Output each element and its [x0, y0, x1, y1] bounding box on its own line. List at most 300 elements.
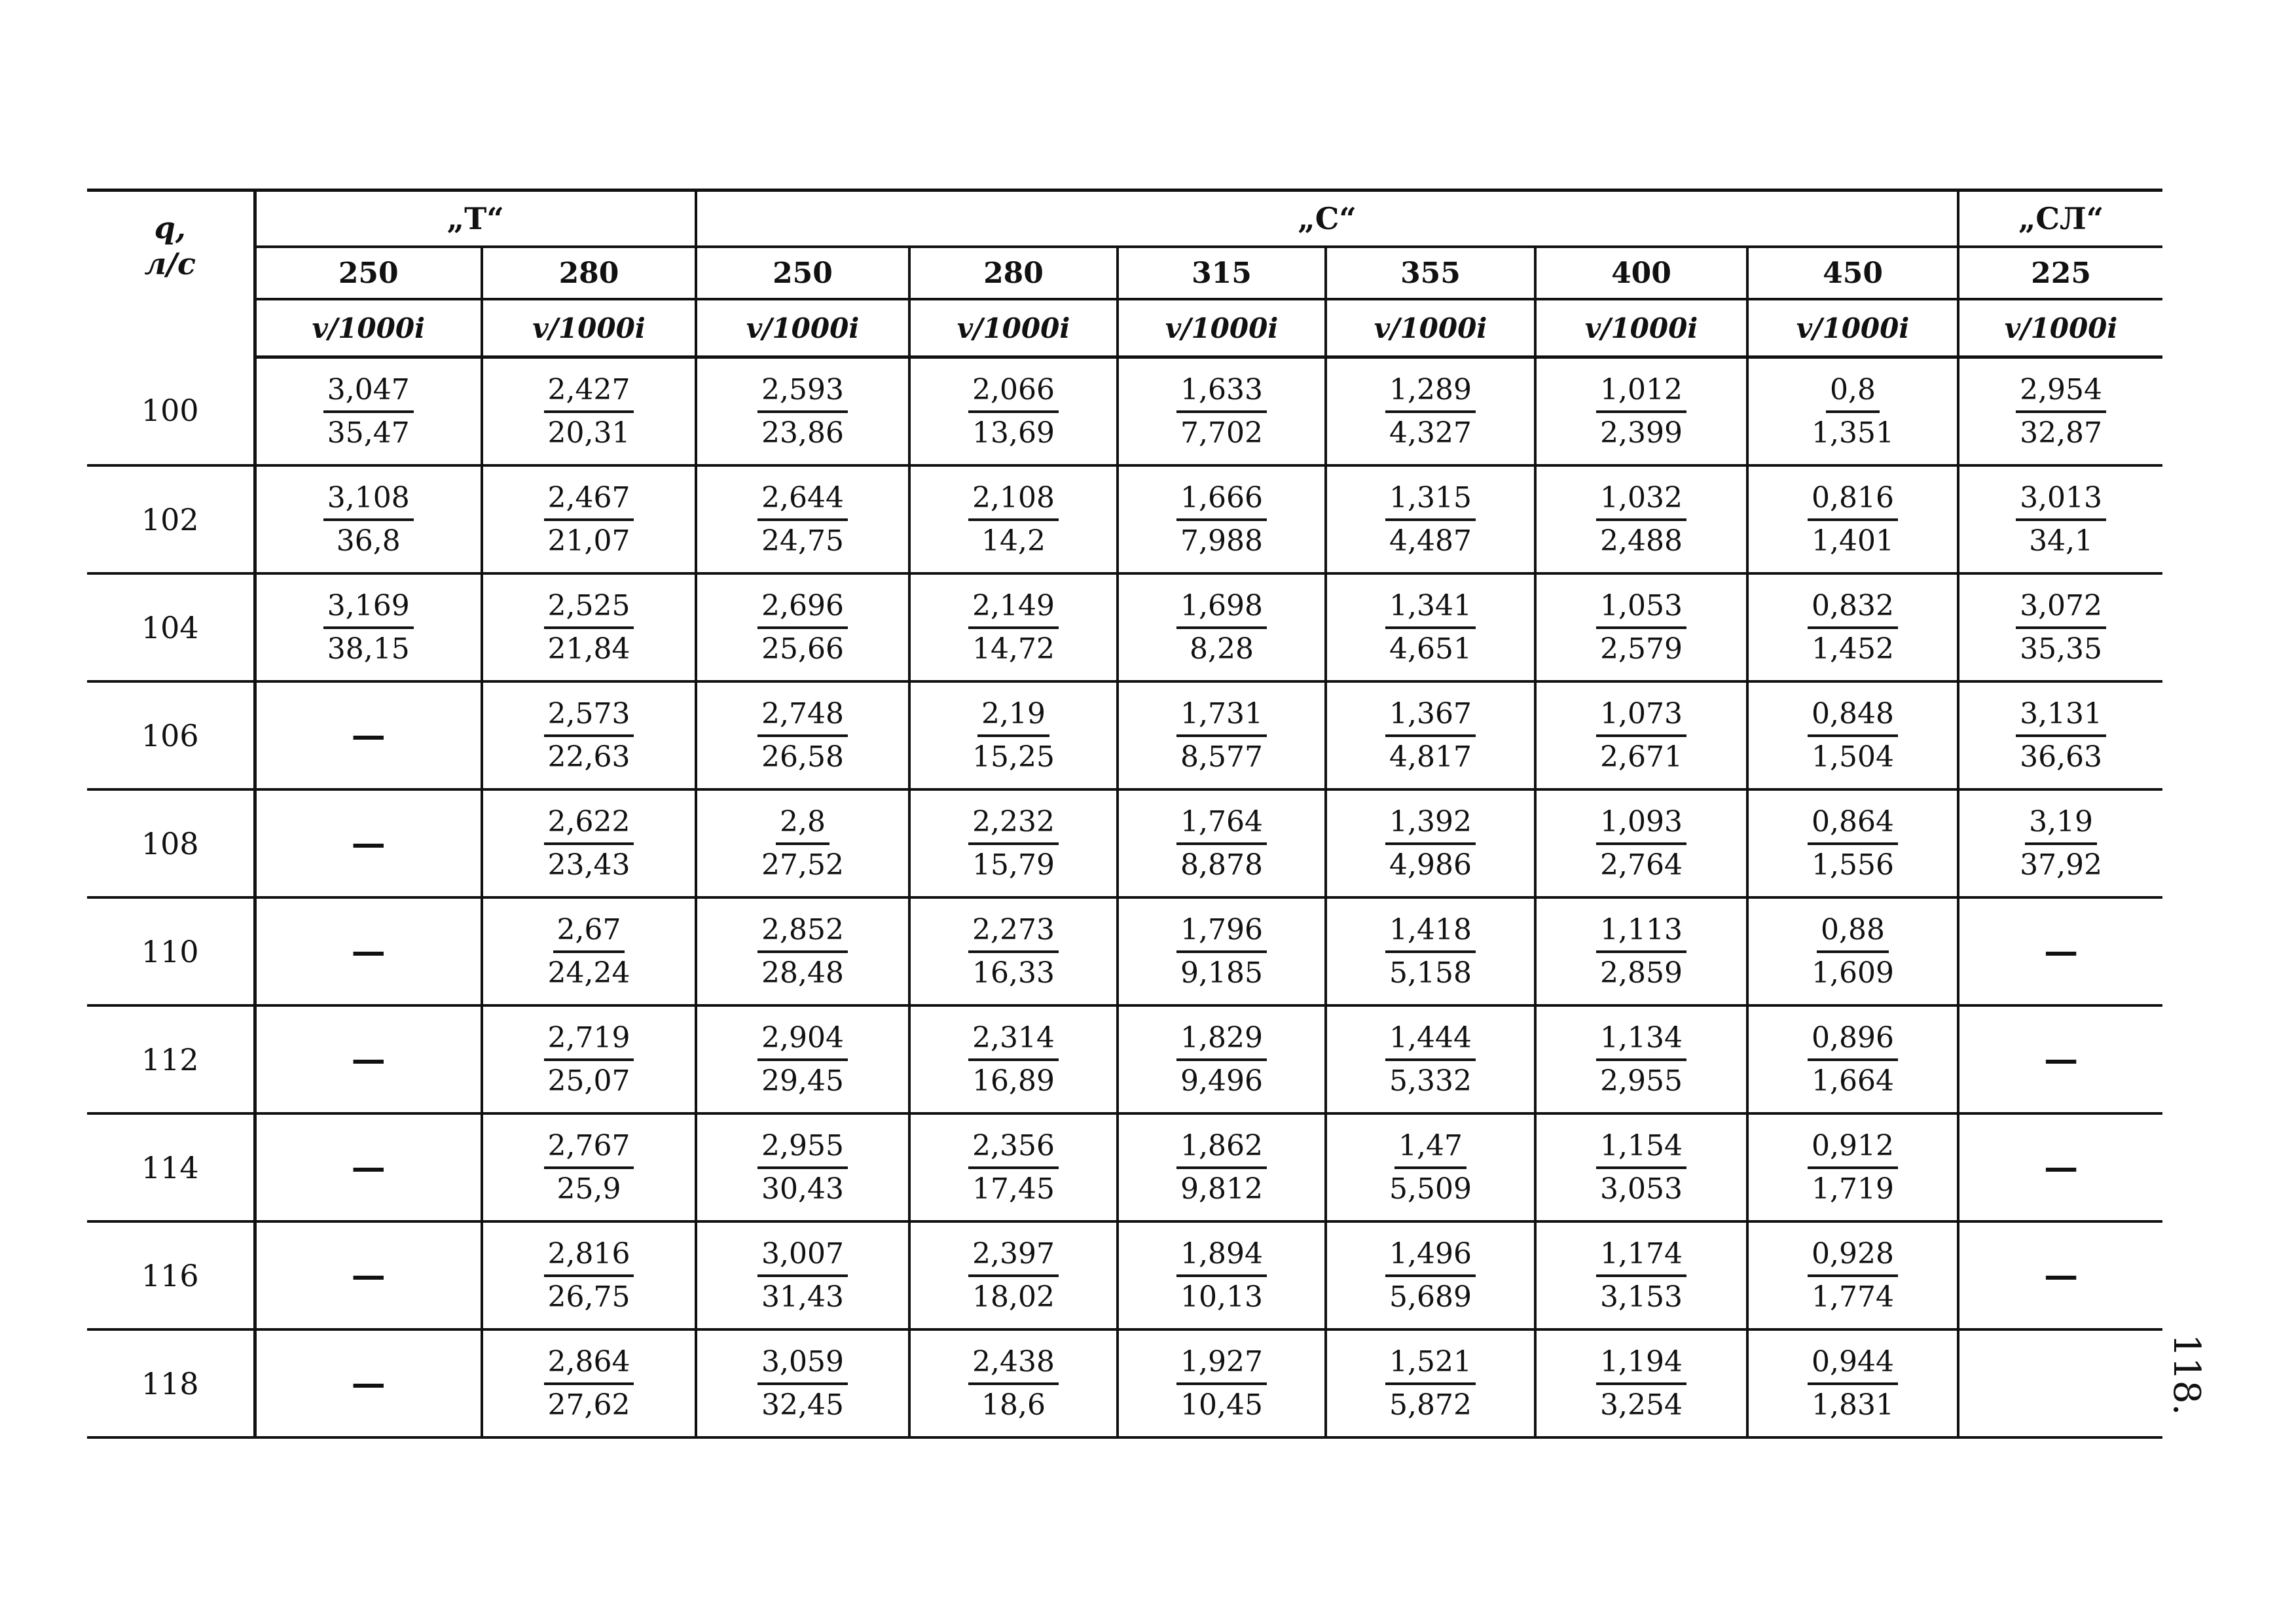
fraction — [1596, 586, 1686, 670]
headloss-value: 35,47 — [327, 416, 410, 450]
headloss-value: 10,13 — [1180, 1280, 1263, 1314]
fraction — [1176, 1342, 1267, 1426]
value-cell — [1535, 1221, 1747, 1329]
dash: — — [2044, 931, 2079, 971]
table-row — [87, 1005, 2162, 1113]
page-number: 118. — [2165, 1333, 2208, 1416]
fraction — [1385, 478, 1476, 562]
velocity-value: 2,438 — [968, 1342, 1059, 1385]
value-cell — [909, 1113, 1118, 1221]
unit-header: v/1000i — [255, 299, 482, 357]
velocity-value: 0,944 — [1808, 1342, 1898, 1385]
fraction — [544, 478, 634, 562]
velocity-value: 2,427 — [544, 370, 634, 413]
headloss-value: 24,75 — [761, 524, 844, 558]
value-cell — [1747, 357, 1958, 466]
headloss-value: 26,58 — [761, 740, 844, 774]
velocity-value: 1,174 — [1596, 1234, 1686, 1277]
fraction — [757, 802, 848, 886]
diameter-header: 355 — [1326, 247, 1535, 299]
fraction — [1596, 478, 1686, 562]
fraction — [1596, 370, 1686, 454]
value-cell — [1535, 681, 1747, 789]
velocity-value: 2,622 — [544, 802, 634, 845]
velocity-value: 1,496 — [1385, 1234, 1476, 1277]
value-cell — [1747, 897, 1958, 1005]
diameter-header: 315 — [1118, 247, 1326, 299]
flow-value: 102 — [87, 465, 255, 573]
velocity-value: 2,696 — [757, 586, 848, 629]
flow-value: 110 — [87, 897, 255, 1005]
value-cell — [1118, 1113, 1326, 1221]
value-cell — [1958, 357, 2162, 466]
table-row — [87, 1329, 2162, 1437]
headloss-value: 14,2 — [981, 524, 1046, 558]
value-cell — [1747, 1329, 1958, 1437]
velocity-value: 1,633 — [1176, 370, 1267, 413]
fraction — [757, 1018, 848, 1102]
value-cell — [1535, 789, 1747, 897]
headloss-value: 34,1 — [2029, 524, 2094, 558]
fraction — [1596, 1126, 1686, 1210]
value-cell — [909, 789, 1118, 897]
velocity-value: 2,108 — [968, 478, 1059, 521]
velocity-value: 0,816 — [1808, 478, 1898, 521]
fraction — [757, 694, 848, 778]
empty-dash-cell — [1958, 1113, 2162, 1221]
velocity-value: 2,904 — [757, 1018, 848, 1061]
velocity-value: 2,67 — [553, 910, 625, 953]
fraction — [1176, 1126, 1267, 1210]
fraction — [968, 1018, 1059, 1102]
headloss-value: 3,254 — [1600, 1388, 1683, 1422]
fraction — [1385, 694, 1476, 778]
headloss-value: 25,66 — [761, 632, 844, 666]
headloss-value: 5,509 — [1389, 1172, 1472, 1206]
velocity-value: 2,644 — [757, 478, 848, 521]
value-cell — [1958, 681, 2162, 789]
headloss-value: 28,48 — [761, 956, 844, 990]
headloss-value: 1,452 — [1812, 632, 1895, 666]
diameter-header: 280 — [482, 247, 696, 299]
fraction — [968, 478, 1059, 562]
headloss-value: 32,45 — [761, 1388, 844, 1422]
headloss-value: 36,63 — [2020, 740, 2103, 774]
empty-dash-cell — [255, 1329, 482, 1437]
value-cell — [482, 789, 696, 897]
fraction — [1385, 586, 1476, 670]
velocity-value: 3,013 — [2016, 478, 2106, 521]
value-cell — [1747, 1221, 1958, 1329]
headloss-value: 21,84 — [547, 632, 630, 666]
flow-value: 118 — [87, 1329, 255, 1437]
velocity-value: 1,341 — [1385, 586, 1476, 629]
empty-dash-cell — [255, 897, 482, 1005]
headloss-value: 15,25 — [972, 740, 1055, 774]
fraction — [968, 370, 1059, 454]
fraction — [1596, 1018, 1686, 1102]
value-cell — [1535, 1329, 1747, 1437]
velocity-value: 1,012 — [1596, 370, 1686, 413]
headloss-value: 31,43 — [761, 1280, 844, 1314]
value-cell — [482, 357, 696, 466]
headloss-value: 7,702 — [1180, 416, 1263, 450]
velocity-value: 3,047 — [323, 370, 414, 413]
fraction — [1176, 1234, 1267, 1318]
dash: — — [351, 1255, 386, 1295]
velocity-value: 2,273 — [968, 910, 1059, 953]
empty-dash-cell — [255, 1113, 482, 1221]
headloss-value: 26,75 — [547, 1280, 630, 1314]
velocity-value: 0,912 — [1808, 1126, 1898, 1169]
value-cell — [909, 357, 1118, 466]
value-cell — [909, 1221, 1118, 1329]
value-cell — [909, 1329, 1118, 1437]
headloss-value: 1,351 — [1812, 416, 1895, 450]
headloss-value: 17,45 — [972, 1172, 1055, 1206]
headloss-value: 14,72 — [972, 632, 1055, 666]
fraction — [544, 802, 634, 886]
value-cell — [255, 465, 482, 573]
fraction — [2016, 802, 2106, 886]
velocity-value: 2,593 — [757, 370, 848, 413]
velocity-value: 0,848 — [1808, 694, 1898, 737]
fraction — [757, 1126, 848, 1210]
velocity-value: 1,796 — [1176, 910, 1267, 953]
unit-header: v/1000i — [1326, 299, 1535, 357]
headloss-value: 32,87 — [2020, 416, 2103, 450]
fraction — [757, 370, 848, 454]
headloss-value: 25,9 — [556, 1172, 621, 1206]
headloss-value: 7,988 — [1180, 524, 1263, 558]
value-cell — [482, 1005, 696, 1113]
group-header-s: „С“ — [696, 190, 1958, 247]
value-cell — [1535, 465, 1747, 573]
value-cell — [1747, 789, 1958, 897]
fraction — [544, 910, 634, 994]
value-cell — [255, 573, 482, 681]
velocity-value: 2,955 — [757, 1126, 848, 1169]
value-cell — [1535, 573, 1747, 681]
velocity-value: 2,954 — [2016, 370, 2106, 413]
headloss-value: 25,07 — [547, 1064, 630, 1098]
velocity-value: 1,194 — [1596, 1342, 1686, 1385]
fraction — [544, 1126, 634, 1210]
fraction — [544, 586, 634, 670]
velocity-value: 2,525 — [544, 586, 634, 629]
velocity-value: 1,444 — [1385, 1018, 1476, 1061]
fraction — [1596, 802, 1686, 886]
value-cell — [1535, 357, 1747, 466]
velocity-value: 2,356 — [968, 1126, 1059, 1169]
headloss-value: 8,577 — [1180, 740, 1263, 774]
table-row — [87, 789, 2162, 897]
velocity-value: 1,053 — [1596, 586, 1686, 629]
value-cell — [1326, 1329, 1535, 1437]
headloss-value: 22,63 — [547, 740, 630, 774]
fraction — [2016, 586, 2106, 670]
empty-dash-cell — [255, 789, 482, 897]
velocity-value: 2,149 — [968, 586, 1059, 629]
headloss-value: 37,92 — [2020, 848, 2103, 882]
value-cell — [909, 681, 1118, 789]
fraction — [544, 694, 634, 778]
velocity-value: 1,367 — [1385, 694, 1476, 737]
unit-header-row — [87, 299, 2162, 357]
fraction — [1808, 1234, 1898, 1318]
headloss-value: 30,43 — [761, 1172, 844, 1206]
value-cell — [1747, 1113, 1958, 1221]
empty-dash-cell — [1958, 1221, 2162, 1329]
fraction — [1808, 1018, 1898, 1102]
headloss-value: 8,878 — [1180, 848, 1263, 882]
value-cell — [1747, 573, 1958, 681]
headloss-value: 27,62 — [547, 1388, 630, 1422]
dash: — — [2044, 1147, 2079, 1187]
diameter-header: 250 — [696, 247, 909, 299]
value-cell — [1535, 1005, 1747, 1113]
value-cell — [1118, 357, 1326, 466]
velocity-value: 2,8 — [776, 802, 829, 845]
velocity-value: 2,748 — [757, 694, 848, 737]
headloss-value: 21,07 — [547, 524, 630, 558]
velocity-value: 3,108 — [323, 478, 414, 521]
fraction — [1596, 1234, 1686, 1318]
diameter-header: 280 — [909, 247, 1118, 299]
velocity-value: 0,928 — [1808, 1234, 1898, 1277]
value-cell — [1118, 897, 1326, 1005]
value-cell — [1958, 573, 2162, 681]
velocity-value: 2,397 — [968, 1234, 1059, 1277]
value-cell — [1118, 1005, 1326, 1113]
unit-header: v/1000i — [482, 299, 696, 357]
group-header-row — [87, 190, 2162, 247]
headloss-value: 1,774 — [1812, 1280, 1895, 1314]
diameter-header: 400 — [1535, 247, 1747, 299]
velocity-value: 1,134 — [1596, 1018, 1686, 1061]
fraction — [757, 478, 848, 562]
headloss-value: 5,332 — [1389, 1064, 1472, 1098]
value-cell — [482, 897, 696, 1005]
value-cell — [482, 465, 696, 573]
velocity-value: 3,007 — [757, 1234, 848, 1277]
value-cell — [482, 1221, 696, 1329]
fraction — [1808, 910, 1898, 994]
value-cell — [696, 789, 909, 897]
diameter-header: 225 — [1958, 247, 2162, 299]
fraction — [1808, 370, 1898, 454]
diameter-header-row — [87, 247, 2162, 299]
value-cell — [482, 573, 696, 681]
velocity-value: 3,131 — [2016, 694, 2106, 737]
headloss-value: 9,812 — [1180, 1172, 1263, 1206]
fraction — [1176, 694, 1267, 778]
headloss-value: 36,8 — [336, 524, 401, 558]
velocity-value: 2,232 — [968, 802, 1059, 845]
empty-dash-cell — [255, 1005, 482, 1113]
flow-value: 100 — [87, 357, 255, 466]
headloss-value: 9,496 — [1180, 1064, 1263, 1098]
hydraulic-table-sheet — [87, 189, 2162, 1439]
velocity-value: 1,862 — [1176, 1126, 1267, 1169]
value-cell — [1535, 1113, 1747, 1221]
velocity-value: 3,059 — [757, 1342, 848, 1385]
fraction — [1808, 478, 1898, 562]
fraction — [1596, 694, 1686, 778]
velocity-value: 1,764 — [1176, 802, 1267, 845]
value-cell — [1118, 1221, 1326, 1329]
fraction — [1176, 1018, 1267, 1102]
fraction — [323, 586, 414, 670]
fraction — [1808, 1126, 1898, 1210]
velocity-value: 2,816 — [544, 1234, 634, 1277]
table-row — [87, 465, 2162, 573]
velocity-value: 2,719 — [544, 1018, 634, 1061]
velocity-value: 0,8 — [1826, 370, 1880, 413]
velocity-value: 3,169 — [323, 586, 414, 629]
value-cell — [1118, 1329, 1326, 1437]
empty-dash-cell — [1958, 1005, 2162, 1113]
headloss-value: 1,664 — [1812, 1064, 1895, 1098]
velocity-value: 1,392 — [1385, 802, 1476, 845]
headloss-value: 1,556 — [1812, 848, 1895, 882]
dash: — — [351, 823, 386, 863]
headloss-value: 20,31 — [547, 416, 630, 450]
headloss-value: 2,764 — [1600, 848, 1683, 882]
flow-value: 104 — [87, 573, 255, 681]
velocity-value: 0,864 — [1808, 802, 1898, 845]
table-row — [87, 681, 2162, 789]
value-cell — [1326, 897, 1535, 1005]
value-cell — [1326, 357, 1535, 466]
fraction — [968, 1126, 1059, 1210]
fraction — [544, 370, 634, 454]
fraction — [1385, 1018, 1476, 1102]
velocity-value: 0,896 — [1808, 1018, 1898, 1061]
headloss-value: 1,504 — [1812, 740, 1895, 774]
headloss-value: 27,52 — [761, 848, 844, 882]
headloss-value: 38,15 — [327, 632, 410, 666]
velocity-value: 1,032 — [1596, 478, 1686, 521]
flow-value: 116 — [87, 1221, 255, 1329]
table-row — [87, 357, 2162, 466]
table-body — [87, 357, 2162, 1438]
headloss-value: 10,45 — [1180, 1388, 1263, 1422]
velocity-value: 2,852 — [757, 910, 848, 953]
velocity-value: 1,289 — [1385, 370, 1476, 413]
headloss-value: 4,817 — [1389, 740, 1472, 774]
value-cell — [696, 1113, 909, 1221]
headloss-value: 2,579 — [1600, 632, 1683, 666]
flow-value: 108 — [87, 789, 255, 897]
fraction — [2016, 478, 2106, 562]
headloss-value: 3,153 — [1600, 1280, 1683, 1314]
velocity-value: 1,731 — [1176, 694, 1267, 737]
headloss-value: 29,45 — [761, 1064, 844, 1098]
fraction — [757, 1234, 848, 1318]
headloss-value: 4,986 — [1389, 848, 1472, 882]
dash: — — [351, 715, 386, 755]
value-cell — [1326, 573, 1535, 681]
fraction — [544, 1342, 634, 1426]
velocity-value: 1,521 — [1385, 1342, 1476, 1385]
headloss-value: 16,33 — [972, 956, 1055, 990]
headloss-value: 18,6 — [981, 1388, 1046, 1422]
hydraulic-table — [87, 189, 2162, 1439]
headloss-value: 24,24 — [547, 956, 630, 990]
headloss-value: 8,28 — [1190, 632, 1254, 666]
q-header: q, л/с — [87, 190, 255, 357]
velocity-value: 1,315 — [1385, 478, 1476, 521]
headloss-value: 18,02 — [972, 1280, 1055, 1314]
unit-header: v/1000i — [1535, 299, 1747, 357]
empty-cell — [1958, 1329, 2162, 1437]
fraction — [1385, 1342, 1476, 1426]
velocity-value: 3,19 — [2025, 802, 2097, 845]
headloss-value: 1,401 — [1812, 524, 1895, 558]
dash: — — [2044, 1039, 2079, 1079]
velocity-value: 1,927 — [1176, 1342, 1267, 1385]
headloss-value: 16,89 — [972, 1064, 1055, 1098]
fraction — [1808, 1342, 1898, 1426]
group-header-t: „Т“ — [255, 190, 696, 247]
diameter-header: 250 — [255, 247, 482, 299]
velocity-value: 2,467 — [544, 478, 634, 521]
empty-dash-cell — [1958, 897, 2162, 1005]
fraction — [323, 478, 414, 562]
velocity-value: 1,698 — [1176, 586, 1267, 629]
fraction — [1385, 370, 1476, 454]
fraction — [1808, 694, 1898, 778]
value-cell — [909, 897, 1118, 1005]
headloss-value: 4,487 — [1389, 524, 1472, 558]
headloss-value: 4,651 — [1389, 632, 1472, 666]
fraction — [1385, 910, 1476, 994]
diameter-header: 450 — [1747, 247, 1958, 299]
headloss-value: 4,327 — [1389, 416, 1472, 450]
value-cell — [482, 1329, 696, 1437]
value-cell — [1326, 681, 1535, 789]
fraction — [968, 1342, 1059, 1426]
value-cell — [909, 573, 1118, 681]
value-cell — [1747, 465, 1958, 573]
value-cell — [696, 681, 909, 789]
value-cell — [909, 465, 1118, 573]
value-cell — [1326, 1221, 1535, 1329]
headloss-value: 1,831 — [1812, 1388, 1895, 1422]
dash: — — [2044, 1255, 2079, 1295]
dash: — — [351, 1039, 386, 1079]
headloss-value: 2,955 — [1600, 1064, 1683, 1098]
velocity-value: 2,767 — [544, 1126, 634, 1169]
dash: — — [351, 931, 386, 971]
fraction — [323, 370, 414, 454]
value-cell — [696, 1005, 909, 1113]
headloss-value: 1,609 — [1812, 956, 1895, 990]
fraction — [968, 802, 1059, 886]
headloss-value: 2,399 — [1600, 416, 1683, 450]
value-cell — [1535, 897, 1747, 1005]
velocity-value: 1,666 — [1176, 478, 1267, 521]
headloss-value: 5,158 — [1389, 956, 1472, 990]
value-cell — [1326, 1005, 1535, 1113]
velocity-value: 2,573 — [544, 694, 634, 737]
dash: — — [351, 1147, 386, 1187]
fraction — [2016, 370, 2106, 454]
value-cell — [482, 1113, 696, 1221]
unit-header: v/1000i — [1118, 299, 1326, 357]
flow-value: 106 — [87, 681, 255, 789]
